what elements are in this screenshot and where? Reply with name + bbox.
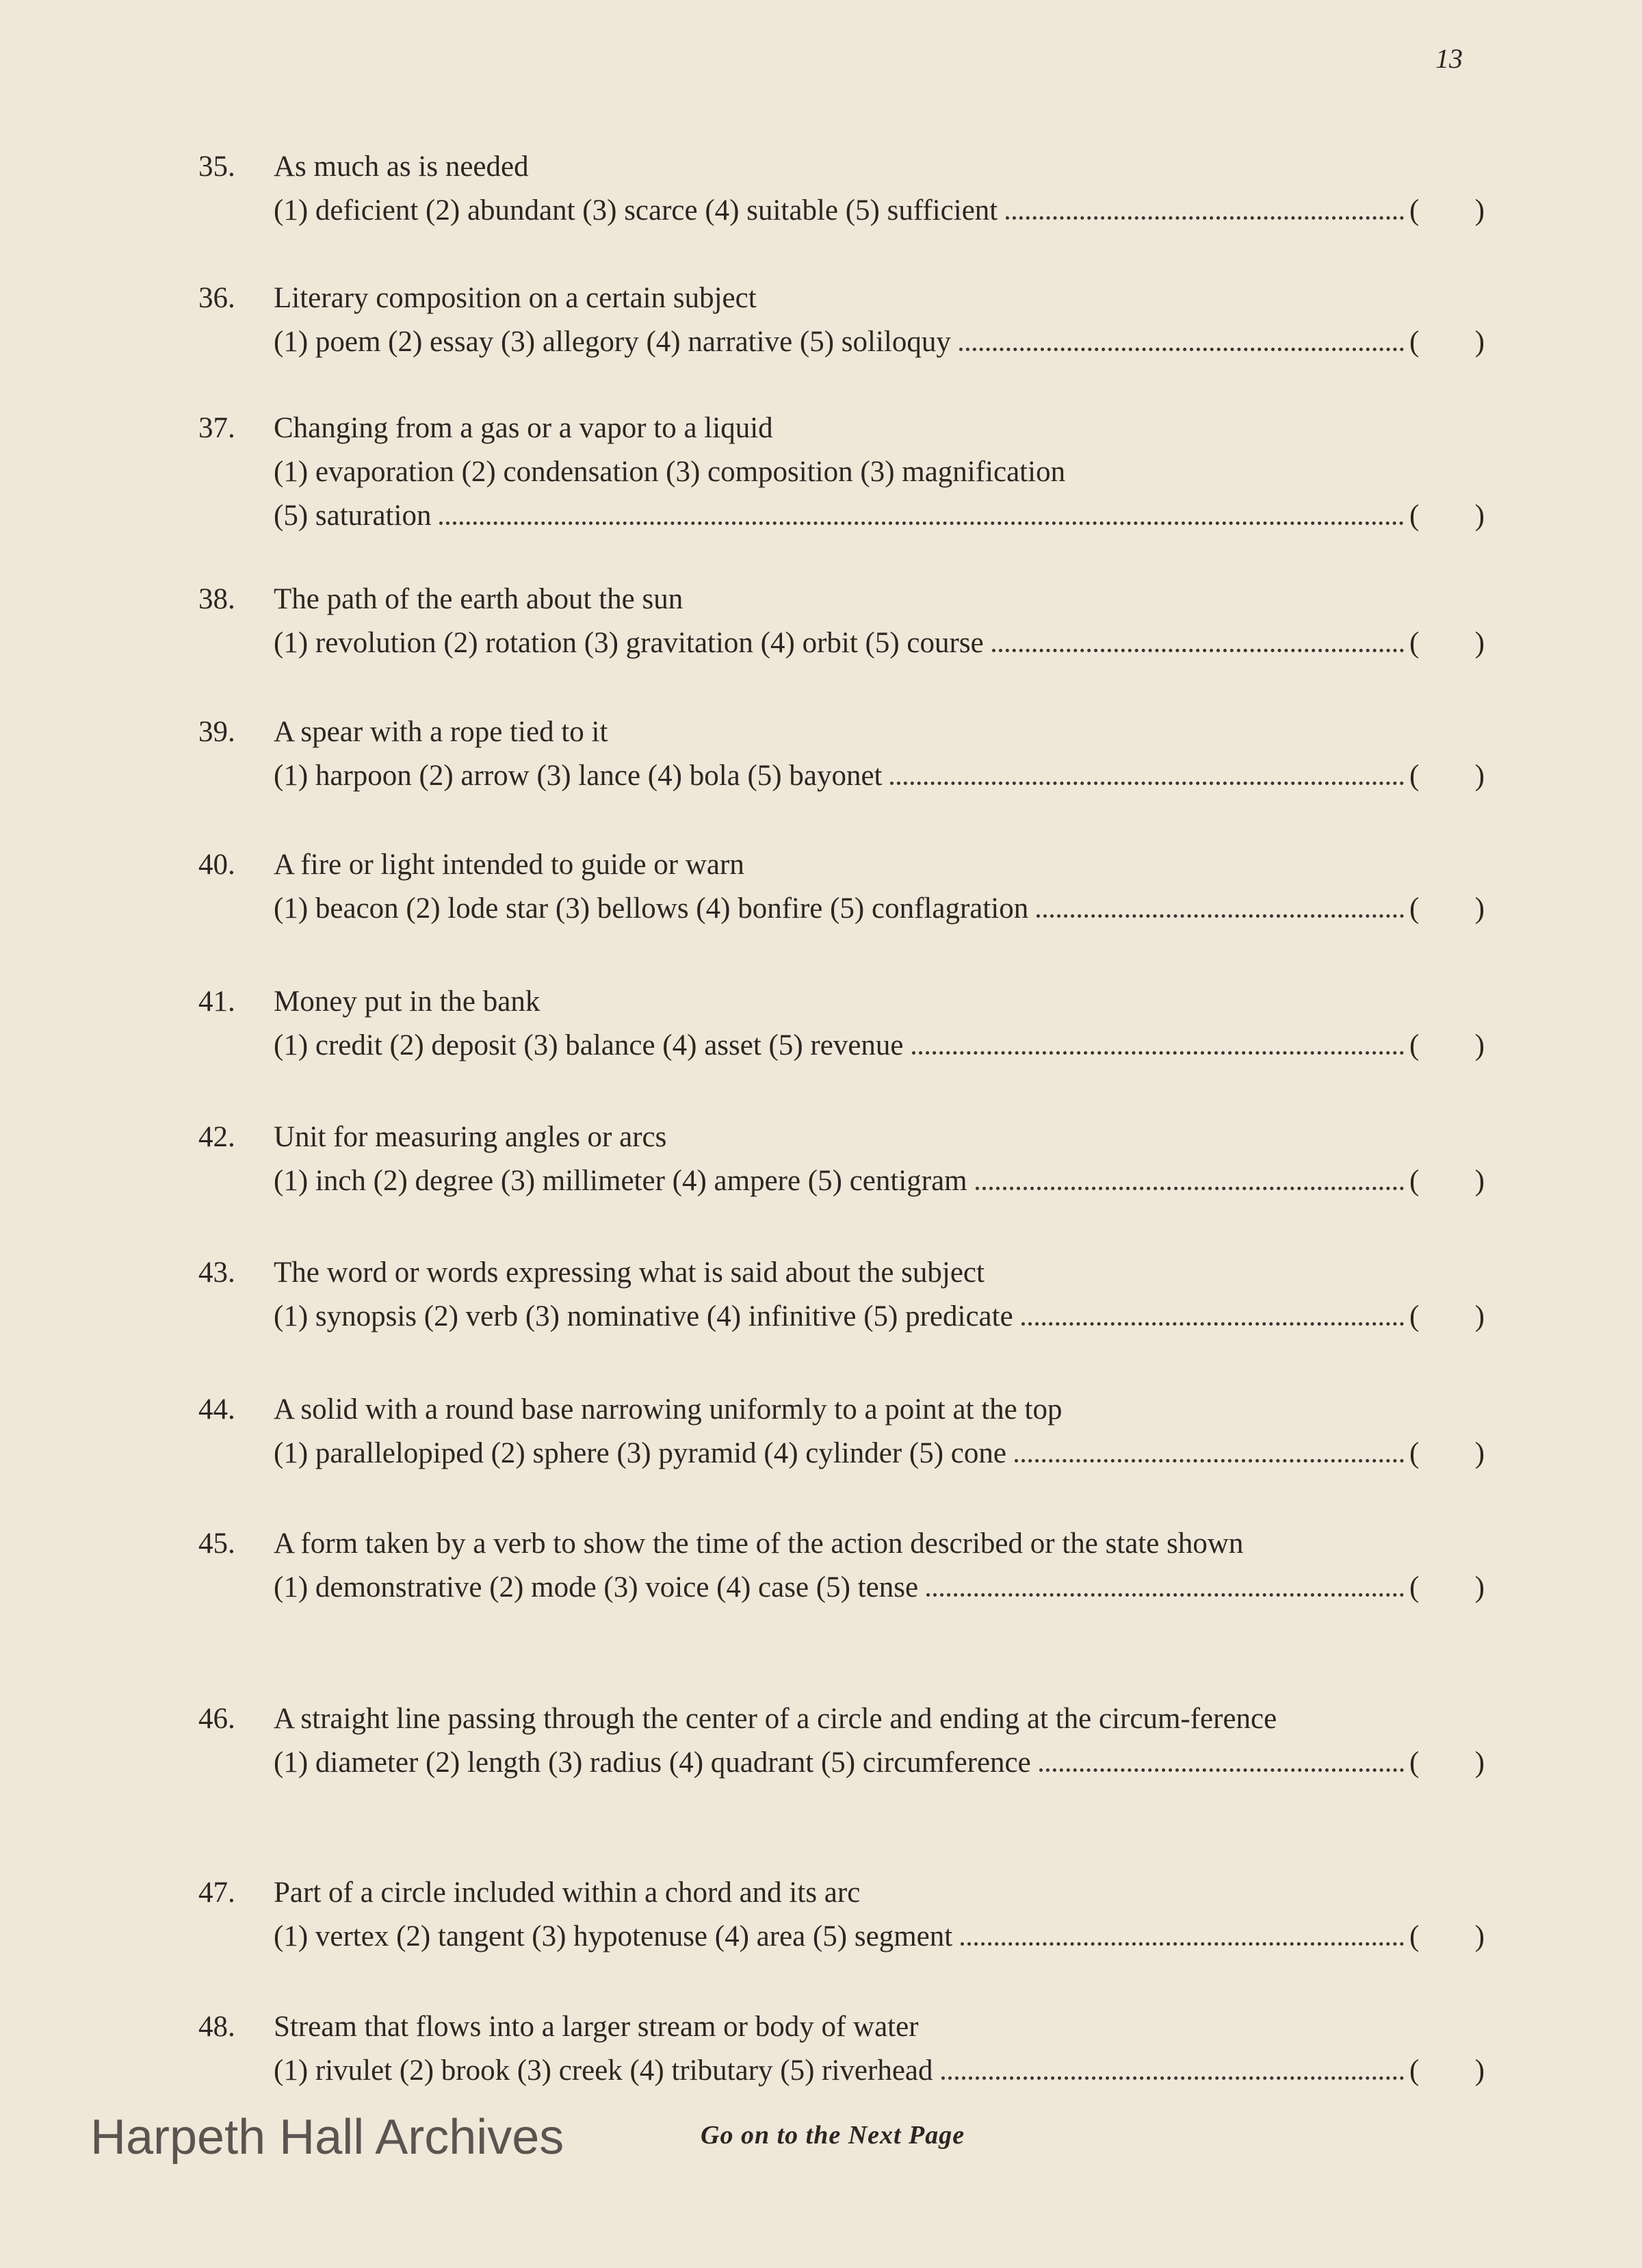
answer-blank[interactable] — [1409, 1024, 1485, 1068]
question-prompt: A spear with a rope tied to it — [274, 716, 608, 748]
answer-blank[interactable] — [1409, 1159, 1485, 1203]
question-prompt: As much as is needed — [274, 151, 529, 183]
question-prompt: Literary composition on a certain subject — [274, 282, 757, 314]
answer-blank-open: ( — [1409, 326, 1420, 358]
question-prompt: Changing from a gas or a vapor to a liquid — [274, 412, 773, 444]
dot-leader — [890, 782, 1404, 785]
question-41 — [198, 980, 1485, 1068]
answer-blank-close: ) — [1474, 326, 1485, 358]
question-48 — [198, 2005, 1485, 2093]
question-47 — [198, 1871, 1485, 1959]
answer-blank[interactable] — [1409, 320, 1485, 364]
question-40 — [198, 843, 1485, 931]
answer-blank[interactable] — [1409, 1432, 1485, 1476]
answer-blank[interactable] — [1409, 621, 1485, 665]
answer-options: (1) rivulet (2) brook (3) creek (4) tributary (5) riverhead — [274, 2054, 933, 2087]
answer-options: (1) harpoon (2) arrow (3) lance (4) bola (5) bayonet — [274, 760, 883, 792]
question-prompt: A straight line passing through the center of a circle and ending at the circum-ference — [274, 1703, 1277, 1735]
answer-blank-open: ( — [1409, 1571, 1420, 1603]
dot-leader — [439, 521, 1404, 525]
question-number: 43. — [198, 1257, 235, 1289]
answer-blank[interactable] — [1409, 1566, 1485, 1610]
answer-options: (1) deficient (2) abundant (3) scarce (4) suitable (5) sufficient — [274, 194, 998, 227]
question-prompt: Money put in the bank — [274, 985, 540, 1018]
answer-blank-close: ) — [1474, 1300, 1485, 1332]
question-number: 38. — [198, 583, 235, 615]
question-number: 46. — [198, 1703, 235, 1735]
question-37 — [198, 407, 1485, 538]
answer-options: (1) beacon (2) lode star (3) bellows (4) bonfire (5) conflagration — [274, 892, 1029, 925]
answer-options: (1) inch (2) degree (3) millimeter (4) ampere (5) centigram — [274, 1165, 967, 1197]
answer-options: (1) evaporation (2) condensation (3) composition (3) magnification — [274, 456, 1066, 488]
answer-options-continued: (5) saturation — [274, 500, 432, 532]
answer-blank[interactable] — [1409, 1295, 1485, 1339]
dot-leader — [959, 348, 1404, 351]
answer-options: (1) vertex (2) tangent (3) hypotenuse (4) area (5) segment — [274, 1920, 953, 1953]
answer-blank-close: ) — [1474, 1437, 1485, 1469]
answer-blank-open: ( — [1409, 892, 1420, 925]
answer-blank[interactable] — [1409, 2049, 1485, 2093]
question-prompt: A solid with a round base narrowing uniformly to a point at the top — [274, 1393, 1063, 1426]
dot-leader — [1021, 1322, 1404, 1326]
answer-blank-open: ( — [1409, 1747, 1420, 1779]
question-number: 47. — [198, 1877, 235, 1909]
question-number: 35. — [198, 151, 235, 183]
dot-leader — [1015, 1459, 1404, 1462]
answer-blank[interactable] — [1409, 754, 1485, 798]
question-46 — [198, 1697, 1485, 1785]
answer-blank-close: ) — [1474, 2054, 1485, 2087]
answer-blank[interactable] — [1409, 1741, 1485, 1785]
question-prompt: Stream that flows into a larger stream or body of water — [274, 2011, 919, 2043]
answer-options: (1) synopsis (2) verb (3) nominative (4) infinitive (5) predicate — [274, 1300, 1013, 1332]
question-number: 45. — [198, 1528, 235, 1560]
dot-leader — [976, 1187, 1404, 1190]
answer-blank[interactable] — [1409, 1915, 1485, 1959]
answer-blank[interactable] — [1409, 189, 1485, 233]
answer-blank-open: ( — [1409, 500, 1420, 532]
question-45 — [198, 1522, 1485, 1610]
question-38 — [198, 578, 1485, 665]
answer-options: (1) demonstrative (2) mode (3) voice (4) case (5) tense — [274, 1571, 919, 1603]
question-number: 41. — [198, 985, 235, 1018]
dot-leader — [926, 1593, 1404, 1597]
answer-blank-close: ) — [1474, 500, 1485, 532]
dot-leader — [1039, 1768, 1404, 1772]
question-prompt: A fire or light intended to guide or warn — [274, 849, 744, 881]
question-number: 37. — [198, 412, 235, 444]
answer-options: (1) diameter (2) length (3) radius (4) quadrant (5) circumference — [274, 1747, 1031, 1779]
question-number: 48. — [198, 2011, 235, 2043]
question-number: 36. — [198, 282, 235, 314]
question-44 — [198, 1388, 1485, 1476]
answer-options: (1) poem (2) essay (3) allegory (4) narrative (5) soliloquy — [274, 326, 951, 358]
answer-blank-open: ( — [1409, 1920, 1420, 1953]
dot-leader — [992, 649, 1404, 652]
archive-watermark: Harpeth Hall Archives — [90, 2110, 564, 2165]
question-prompt: A form taken by a verb to show the time of the action described or the state shown — [274, 1528, 1244, 1560]
answer-blank-close: ) — [1474, 1920, 1485, 1953]
answer-blank-close: ) — [1474, 1029, 1485, 1061]
question-36 — [198, 276, 1485, 364]
answer-options: (1) revolution (2) rotation (3) gravitation (4) orbit (5) course — [274, 627, 984, 659]
answer-blank[interactable] — [1409, 887, 1485, 931]
answer-blank-open: ( — [1409, 627, 1420, 659]
question-number: 39. — [198, 716, 235, 748]
dot-leader — [912, 1051, 1405, 1055]
dot-leader — [1037, 914, 1404, 918]
question-42 — [198, 1116, 1485, 1203]
question-prompt: The word or words expressing what is said about the subject — [274, 1257, 985, 1289]
answer-blank-close: ) — [1474, 892, 1485, 925]
question-number: 40. — [198, 849, 235, 881]
question-prompt: Unit for measuring angles or arcs — [274, 1121, 667, 1153]
question-number: 44. — [198, 1393, 235, 1426]
question-number: 42. — [198, 1121, 235, 1153]
answer-options: (1) credit (2) deposit (3) balance (4) asset (5) revenue — [274, 1029, 904, 1061]
answer-blank-open: ( — [1409, 760, 1420, 792]
answer-blank-close: ) — [1474, 194, 1485, 227]
question-39 — [198, 710, 1485, 798]
answer-blank[interactable] — [1409, 494, 1485, 538]
answer-blank-close: ) — [1474, 1747, 1485, 1779]
next-page-note: Go on to the Next Page — [701, 2121, 965, 2150]
dot-leader — [941, 2076, 1405, 2080]
answer-blank-open: ( — [1409, 1300, 1420, 1332]
answer-blank-open: ( — [1409, 2054, 1420, 2087]
answer-blank-close: ) — [1474, 627, 1485, 659]
answer-blank-close: ) — [1474, 1165, 1485, 1197]
answer-blank-open: ( — [1409, 194, 1420, 227]
question-prompt: Part of a circle included within a chord and its arc — [274, 1877, 861, 1909]
answer-blank-open: ( — [1409, 1029, 1420, 1061]
answer-blank-open: ( — [1409, 1165, 1420, 1197]
dot-leader — [1006, 216, 1404, 220]
answer-blank-close: ) — [1474, 760, 1485, 792]
question-prompt: The path of the earth about the sun — [274, 583, 683, 615]
question-43 — [198, 1251, 1485, 1339]
question-35 — [198, 145, 1485, 233]
answer-blank-close: ) — [1474, 1571, 1485, 1603]
page-number: 13 — [1435, 43, 1463, 74]
answer-blank-open: ( — [1409, 1437, 1420, 1469]
dot-leader — [961, 1942, 1404, 1946]
answer-options: (1) parallelopiped (2) sphere (3) pyramid (4) cylinder (5) cone — [274, 1437, 1006, 1469]
